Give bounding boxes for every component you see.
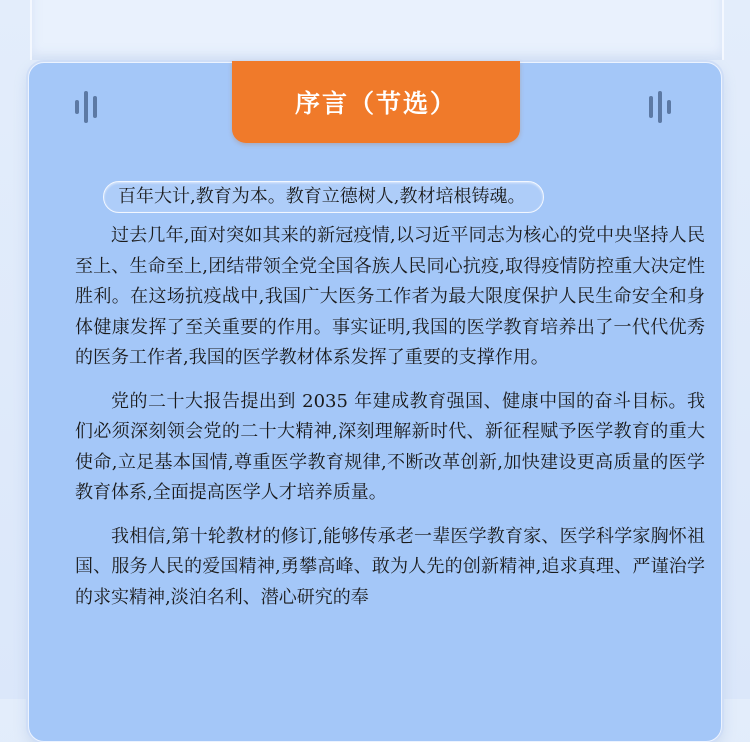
paragraph-2: 党的二十大报告提出到 2035 年建成教育强国、健康中国的奋斗目标。我们必须深刻领会党的二十大精神,深刻理解新时代、新征程赋予医学教育的重大使命,立足基本国情,尊重医学教育规律,不断改革创新,加快建设更高质量的医学教育体系,全面提高医学人才培养质量。 bbox=[75, 390, 705, 503]
right-bars-icon bbox=[649, 91, 671, 123]
preface-card bbox=[28, 62, 722, 742]
title-tab bbox=[232, 61, 520, 143]
preface-content bbox=[75, 181, 705, 613]
page-title: 序言（节选） bbox=[294, 89, 457, 118]
intro-pill: 百年大计,教育为本。教育立德树人,教材培根铸魂。 bbox=[103, 181, 544, 213]
top-decor-panel bbox=[30, 0, 724, 60]
paragraph-1: 过去几年,面对突如其来的新冠疫情,以习近平同志为核心的党中央坚持人民至上、生命至上,团结带领全党全国各族人民同心抗疫,取得疫情防控重大决定性胜利。在这场抗疫战中,我国广大医务工作者为最大限度保护人民生命安全和身体健康发挥了至关重要的作用。事实证明,我国的医学教育培养出了一代代优秀的医务工作者,我国的医学教材体系发挥了重要的支撑作用。 bbox=[75, 225, 705, 368]
left-bars-icon bbox=[75, 91, 97, 123]
paragraph-3: 我相信,第十轮教材的修订,能够传承老一辈医学教育家、医学科学家胸怀祖国、服务人民的爱国精神,勇攀高峰、敢为人先的创新精神,追求真理、严谨治学的求实精神,淡泊名利、潜心研究的奉 bbox=[75, 525, 705, 608]
